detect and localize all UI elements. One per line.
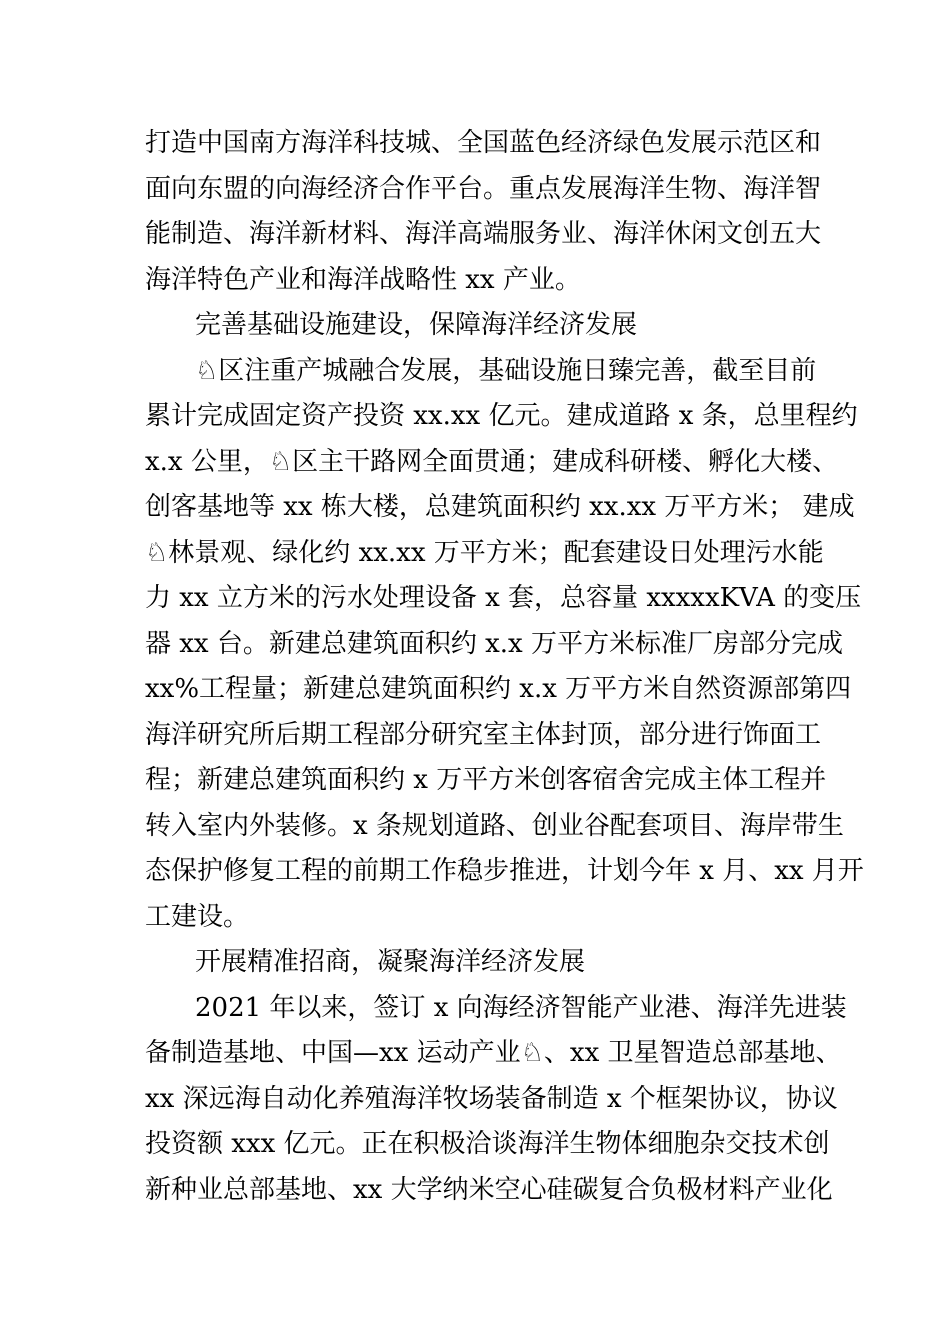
text-line: 海洋特色产业和海洋战略性 xx 产业。 — [145, 264, 581, 295]
text-line: ♘区注重产城融合发展，基础设施日臻完善，截至目前 — [195, 355, 817, 386]
text-line: 转入室内外装修。x 条规划道路、创业谷配套项目、海岸带生 — [145, 810, 844, 841]
text-line: 程；新建总建筑面积约 x 万平方米创客宿舍完成主体工程并 — [145, 765, 827, 795]
text-line: 打造中国南方海洋科技城、全国蓝色经济绿色发展示范区和 — [145, 128, 822, 158]
text-line: 备制造基地、中国—xx 运动产业♘、xx 卫星智造总部基地、 — [145, 1038, 842, 1068]
text-line: 创客基地等 xx 栋大楼，总建筑面积约 xx.xx 万平方米； 建成 — [145, 492, 855, 522]
text-line: xx 深远海自动化养殖海洋牧场装备制造 x 个框架协议，协议 — [145, 1083, 838, 1114]
text-line: 累计完成固定资产投资 xx.xx 亿元。建成道路 x 条，总里程约 — [145, 401, 858, 431]
text-line: ♘林景观、绿化约 xx.xx 万平方米；配套建设日处理污水能 — [145, 537, 824, 568]
text-line: 面向东盟的向海经济合作平台。重点发展海洋生物、海洋智 — [145, 173, 822, 204]
text-line: 能制造、海洋新材料、海洋高端服务业、海洋休闲文创五大 — [145, 219, 822, 249]
text-line: 开展精准招商，凝聚海洋经济发展 — [195, 947, 586, 977]
text-line: 工建设。 — [145, 901, 250, 932]
text-line: xx%工程量；新建总建筑面积约 x.x 万平方米自然资源部第四 — [145, 674, 852, 704]
text-line: 器 xx 台。新建总建筑面积约 x.x 万平方米标准厂房部分完成 — [145, 628, 843, 659]
text-line: x.x 公里，♘区主干路网全面贯通；建成科研楼、孵化大楼、 — [145, 446, 839, 477]
text-line: 新种业总部基地、xx 大学纳米空心硅碳复合负极材料产业化 — [145, 1174, 833, 1205]
text-line: 完善基础设施建设，保障海洋经济发展 — [195, 310, 638, 340]
text-line: 2021 年以来，签订 x 向海经济智能产业港、海洋先进装 — [195, 992, 847, 1023]
text-line: 力 xx 立方米的污水处理设备 x 套，总容量 xxxxxKVA 的变压 — [145, 583, 862, 613]
text-line: 海洋研究所后期工程部分研究室主体封顶，部分进行饰面工 — [145, 719, 822, 750]
text-line: 投资额 xxx 亿元。正在积极洽谈海洋生物体细胞杂交技术创 — [145, 1129, 830, 1159]
text-line: 态保护修复工程的前期工作稳步推进，计划今年 x 月、xx 月开 — [145, 856, 864, 886]
document-body — [145, 121, 864, 1213]
